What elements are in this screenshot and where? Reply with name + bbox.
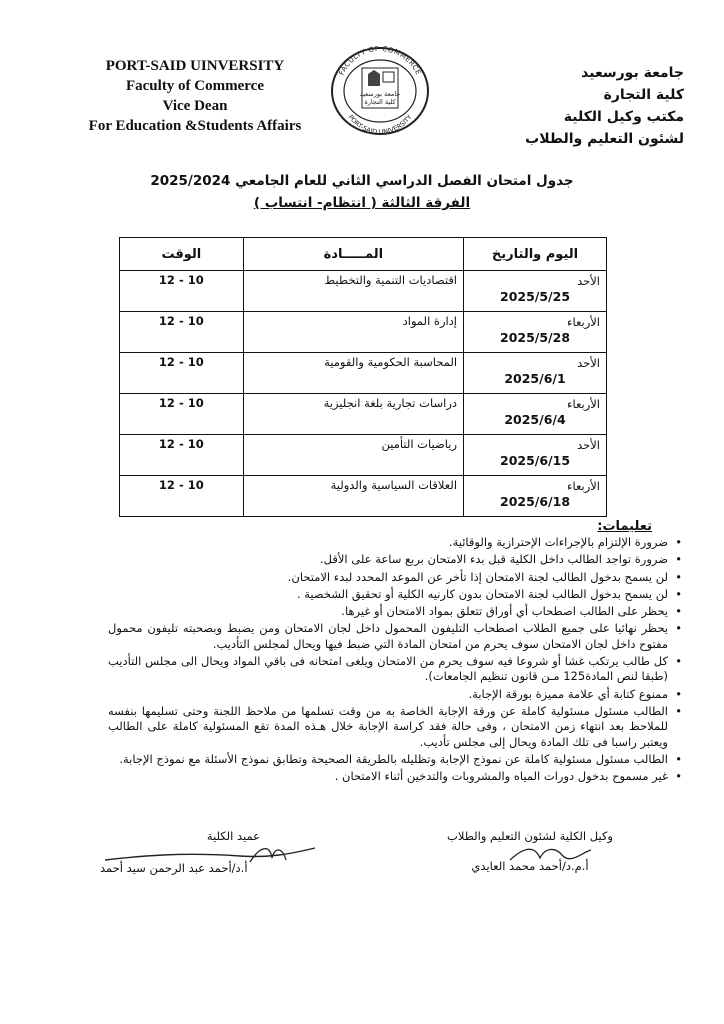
instructions-title: تعليمات: <box>597 519 652 534</box>
dean-name: أ.د/أحمد عبد الرحمن سيد أحمد <box>100 861 248 875</box>
subject-cell: المحاسبة الحكومية والقومية <box>243 353 463 394</box>
time-cell: 10 - 12 <box>120 312 244 353</box>
day-date-cell <box>464 394 607 435</box>
faculty-seal-logo <box>328 46 432 136</box>
document-title <box>0 170 724 214</box>
university-name-en: PORT-SAID UINVERSITY <box>105 58 285 74</box>
instruction-item: • لن يسمح بدخول الطالب لجنة الامتحان بدون كارنيه الكلية أو تحقيق الشخصية . <box>108 587 668 602</box>
exam-date: 2025/5/28 <box>500 330 571 345</box>
day-name: الأحد <box>577 438 600 452</box>
dean-signature-scribble <box>100 838 320 868</box>
office-scope-ar: لشئون التعليم والطلاب <box>525 131 684 147</box>
header-day-date: اليوم والتاريخ <box>464 238 607 271</box>
table-row <box>120 476 607 517</box>
office-name-ar: مكتب وكيل الكلية <box>563 109 684 125</box>
university-name-ar: جامعة بورسعيد <box>581 65 684 81</box>
instruction-item: • يحظر نهائيا على جميع الطلاب اصطحاب التليفون المحمول داخل لجان الامتحان ومن يضبط وبصحبته تليفون محمول مفتوح داخل لجان الامتحان سوف يحرم من امتحان المادة التي ضبط فيها ويحال لمجلس التأديب. <box>108 621 668 652</box>
vice-dean-role: وكيل الكلية لشئون التعليم والطلاب <box>447 829 613 843</box>
instruction-item: • كل طالب يرتكب غشا أو شروعا فيه سوف يحرم من الامتحان ويلغى امتحانه فى باقي المواد ويحال الى مجلس التأديب (طبقا لنص المادة125 مـن قانون تنظيم الجامعات). <box>108 654 668 685</box>
time-cell: 10 - 12 <box>120 476 244 517</box>
table-row <box>120 271 607 312</box>
subject-cell: إدارة المواد <box>243 312 463 353</box>
table-header-row <box>120 238 607 271</box>
time-cell: 10 - 12 <box>120 435 244 476</box>
vice-dean-signature-scribble <box>505 842 595 868</box>
day-name: الأحد <box>577 274 600 288</box>
time-cell: 10 - 12 <box>120 394 244 435</box>
day-name: الأحد <box>577 356 600 370</box>
instruction-item: • غير مسموح بدخول دورات المياه والمشروبات والتدخين أثناء الامتحان . <box>108 769 668 784</box>
day-name: الأربعاء <box>567 397 600 411</box>
table-row <box>120 353 607 394</box>
header-arabic-block <box>464 62 684 150</box>
instruction-item: • لن يسمح بدخول الطالب لجنة الامتحان إذا تأخر عن الموعد المحدد لبدء الامتحان. <box>108 570 668 585</box>
day-name: الأربعاء <box>567 315 600 329</box>
vice-dean-name: أ.م.د/أحمد محمد العايدي <box>471 859 589 873</box>
title-sub: الفرقة الثالثة ( انتظام- انتساب ) <box>253 195 471 211</box>
subject-cell: دراسات تجارية بلغة انجليزية <box>243 394 463 435</box>
faculty-name-ar: كلية التجارة <box>603 87 684 103</box>
instruction-item: • ضرورة تواجد الطالب داخل الكلية قبل بدء الامتحان بربع ساعة على الأقل. <box>108 552 668 567</box>
faculty-name-en: Faculty of Commerce <box>125 78 264 94</box>
svg-text:PORT-SAID UNIVERSITY <box>347 113 414 136</box>
subject-cell: رياضيات التأمين <box>243 435 463 476</box>
seal-text-bottom: PORT-SAID UNIVERSITY <box>346 113 414 136</box>
svg-text:FACULTY OF COMMERCE <box>338 46 423 76</box>
header-subject: المـــــادة <box>243 238 463 271</box>
exam-schedule-table <box>119 237 607 517</box>
day-name: الأربعاء <box>567 479 600 493</box>
seal-text-top: FACULTY OF COMMERCE <box>337 46 423 77</box>
instruction-item: • ضرورة الإلتزام بالإجراءات الإحترازية والوقائية. <box>108 535 668 550</box>
day-date-cell <box>464 353 607 394</box>
table-row <box>120 394 607 435</box>
exam-date: 2025/6/4 <box>504 412 566 427</box>
instruction-item: • يحظر على الطالب اصطحاب أي أوراق تتعلق بمواد الامتحان أو غيرها. <box>108 604 668 619</box>
header-time: الوقت <box>120 238 244 271</box>
time-cell: 10 - 12 <box>120 353 244 394</box>
exam-date: 2025/5/25 <box>500 289 571 304</box>
header-english-block <box>70 56 320 136</box>
instruction-item: • الطالب مسئول مسئولية كاملة عن نموذج الإجابة وتظليله بالطريقة الصحيحة وتطابق نموذج الأسئلة مع نموذج الإجابة. <box>108 752 668 767</box>
day-date-cell <box>464 312 607 353</box>
day-date-cell <box>464 435 607 476</box>
title-main: جدول امتحان الفصل الدراسي الثاني للعام الجامعي 2025/2024 <box>150 173 574 189</box>
time-cell: 10 - 12 <box>120 271 244 312</box>
instruction-item: • الطالب مسئول مسئولية كاملة عن ورقة الإجابة الخاصة به من وقت تسلمها من ملاحظ اللجنة وحتى تسليمها بنفسه للملاحظ بعد انتهاء زمن الامتحان ، وفى حالة فقد كراسة الإجابة خلال هـذه المدة تقع المسئولية كاملة على الطالب ويعتبر راسبا فى تلك المادة ويحال إلى مجلس تأديب. <box>108 704 668 750</box>
exam-date: 2025/6/1 <box>504 371 566 386</box>
subject-cell: العلاقات السياسية والدولية <box>243 476 463 517</box>
table-row <box>120 312 607 353</box>
dean-role: عميد الكلية <box>206 829 260 843</box>
subject-cell: اقتصاديات التنمية والتخطيط <box>243 271 463 312</box>
seal-text-center: جامعة بورسعيد <box>359 90 401 98</box>
exam-date: 2025/6/15 <box>500 453 571 468</box>
day-date-cell <box>464 476 607 517</box>
office-name-en: Vice Dean <box>162 98 228 114</box>
instruction-item: • ممنوع كتابة أي علامة مميزة بورقة الإجابة. <box>108 687 668 702</box>
instructions-list <box>108 535 684 786</box>
seal-text-center2: كلية التجارة <box>364 98 396 106</box>
exam-date: 2025/6/18 <box>500 494 571 509</box>
day-date-cell <box>464 271 607 312</box>
table-row <box>120 435 607 476</box>
office-scope-en: For Education &Students Affairs <box>88 118 302 134</box>
